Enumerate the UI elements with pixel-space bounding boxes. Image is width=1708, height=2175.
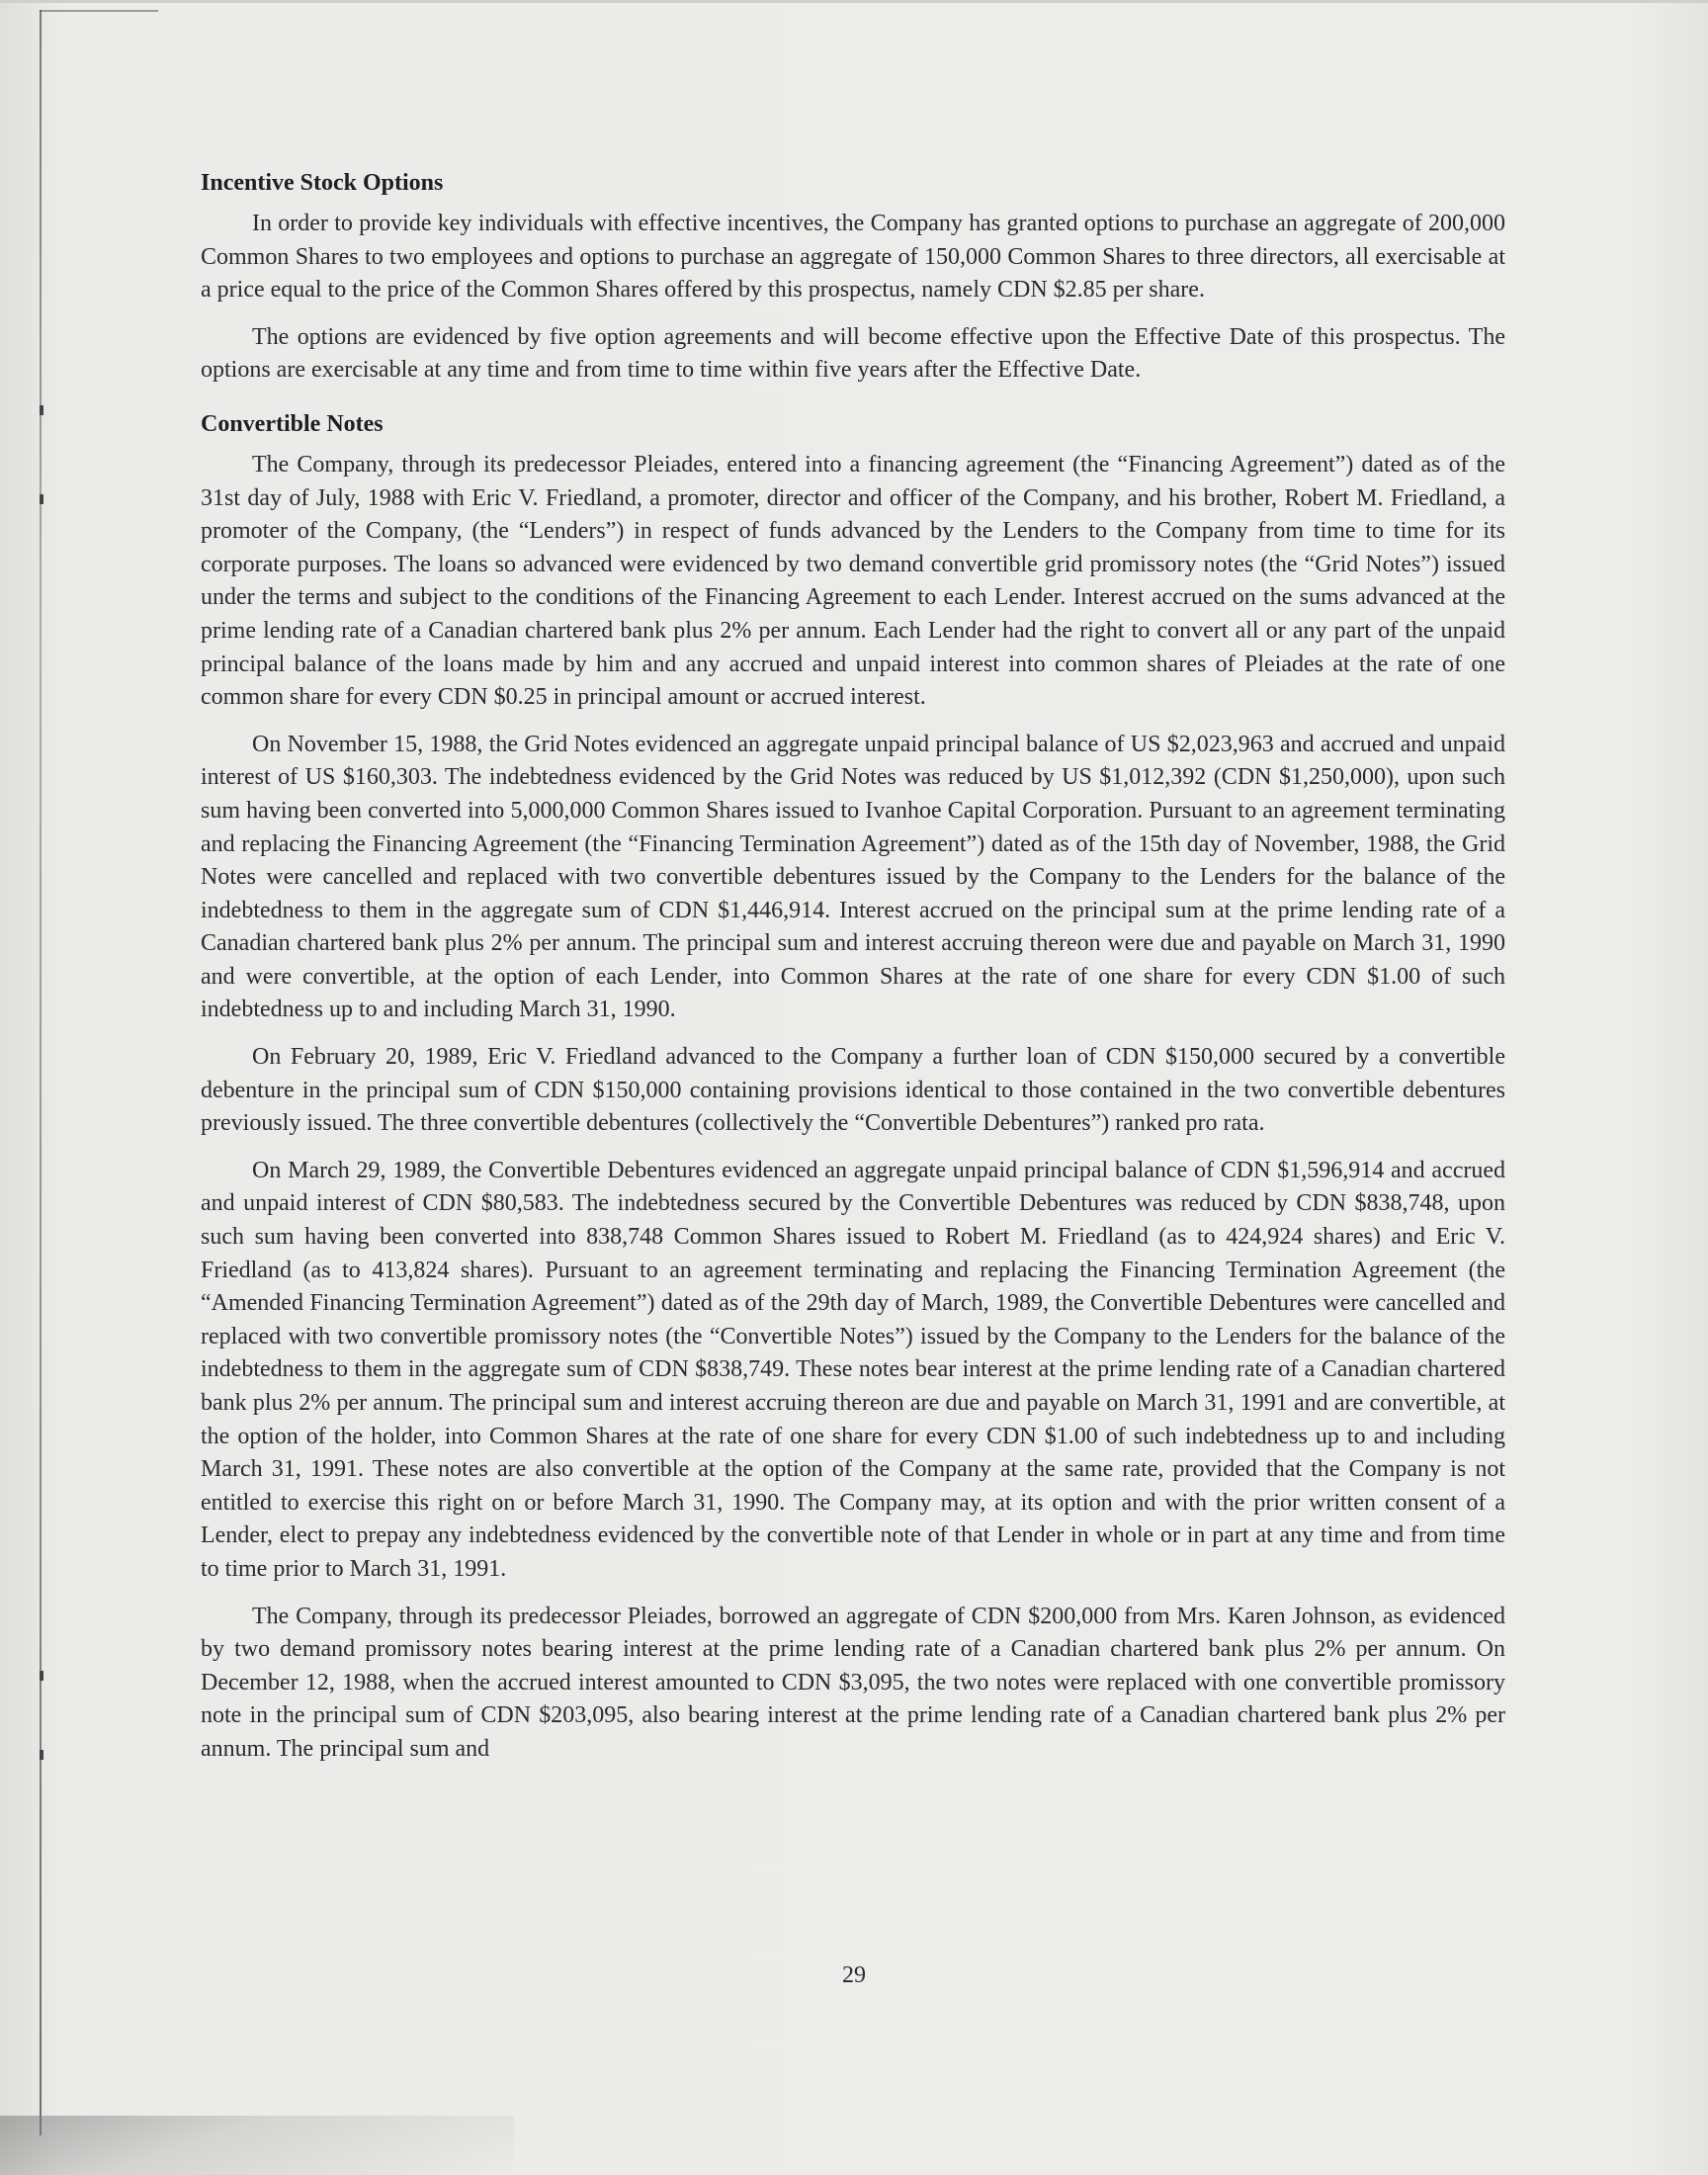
section-incentive-stock-options xyxy=(201,166,1505,388)
section-convertible-notes xyxy=(201,407,1505,1767)
page-top-edge xyxy=(0,0,1708,3)
binding-top-rule xyxy=(40,10,158,12)
paragraph: On March 29, 1989, the Convertible Debentures evidenced an aggregate unpaid principal balance of CDN $1,596,914 and accrued and unpaid interest of CDN $80,583. The indebtedness secured by the Convertible Debentures was reduced by CDN $838,748, upon such sum having been converted into 838,748 Common Shares issued to Robert M. Friedland (as to 424,924 shares) and Eric V. Friedland (as to 413,824 shares). Pursuant to an agreement terminating and replacing the Financing Termination Agreement (the “Amended Financing Termination Agreement”) dated as of the 29th day of March, 1989, the Convertible Debentures were cancelled and replaced with two convertible promissory notes (the “Convertible Notes”) issued by the Company to the Lenders for the balance of the indebtedness to them in the aggregate sum of CDN $838,749. These notes bear interest at the prime lending rate of a Canadian chartered bank plus 2% per annum. The principal sum and interest accruing thereon are due and payable on March 31, 1991 and are convertible, at the option of the holder, into Common Shares at the rate of one share for every CDN $1.00 of such indebtedness up to and including March 31, 1991. These notes are also convertible at the option of the Company at the same rate, provided that the Company is not entitled to exercise this right on or before March 31, 1990. The Company may, at its option and with the prior written consent of a Lender, elect to prepay any indebtedness evidenced by the convertible note of that Lender in whole or in part at any time and from time to time prior to March 31, 1991. xyxy=(201,1157,1505,1582)
page-content xyxy=(201,166,1505,1781)
page-number: 29 xyxy=(842,1962,866,1988)
binding-left-rule xyxy=(40,10,42,2135)
paragraph: The Company, through its predecessor Pleiades, borrowed an aggregate of CDN $200,000 from Mrs. Karen Johnson, as evidenced by two demand promissory notes bearing interest at the prime lending rate of a Canadian chartered bank plus 2% per annum. On December 12, 1988, when the accrued interest amounted to CDN $3,095, the two notes were replaced with one convertible promissory note in the principal sum of CDN $203,095, also bearing interest at the prime lending rate of a Canadian chartered bank plus 2% per annum. The principal sum and xyxy=(201,1603,1505,1762)
paragraph: The Company, through its predecessor Pleiades, entered into a financing agreement (the “Financing Agreement”) dated as of the 31st day of July, 1988 with Eric V. Friedland, a promoter, director and officer of the Company, and his brother, Robert M. Friedland, a promoter of the Company, (the “Lenders”) in respect of funds advanced by the Lenders to the Company from time to time for its corporate purposes. The loans so advanced were evidenced by two demand convertible grid promissory notes (the “Grid Notes”) issued under the terms and subject to the conditions of the Financing Agreement to each Lender. Interest accrued on the sums advanced at the prime lending rate of a Canadian chartered bank plus 2% per annum. Each Lender had the right to convert all or any part of the unpaid principal balance of the loans made by him and any accrued and unpaid interest into common shares of Pleiades at the rate of one common share for every CDN $0.25 in principal amount or accrued interest. xyxy=(201,451,1505,711)
paragraph: On November 15, 1988, the Grid Notes evidenced an aggregate unpaid principal balance of US $2,023,963 and accrued and unpaid interest of US $160,303. The indebtedness evidenced by the Grid Notes was reduced by US $1,012,392 (CDN $1,250,000), upon such sum having been converted into 5,000,000 Common Shares issued to Ivanhoe Capital Corporation. Pursuant to an agreement terminating and replacing the Financing Agreement (the “Financing Termination Agreement”) dated as of the 15th day of November, 1988, the Grid Notes were cancelled and replaced with two convertible debentures issued by the Company to the Lenders for the balance of the indebtedness to them in the aggregate sum of CDN $1,446,914. Interest accrued on the principal sum at the prime lending rate of a Canadian chartered bank plus 2% per annum. The principal sum and interest accruing thereon were due and payable on March 31, 1990 and were convertible, at the option of each Lender, into Common Shares at the rate of one share for every CDN $1.00 of such indebtedness up to and including March 31, 1990. xyxy=(201,731,1505,1023)
binding-mark xyxy=(40,405,43,415)
page-curl-shadow xyxy=(0,2116,514,2175)
paragraph: The options are evidenced by five option agreements and will become effective upon the Effective Date of this prospectus. The options are exercisable at any time and from time to time within five years after the Effective Date. xyxy=(201,323,1505,384)
section-heading: Incentive Stock Options xyxy=(201,170,444,196)
binding-mark xyxy=(40,494,43,504)
section-heading: Convertible Notes xyxy=(201,410,384,437)
paragraph: On February 20, 1989, Eric V. Friedland advanced to the Company a further loan of CDN $150,000 secured by a convertible debenture in the principal sum of CDN $150,000 containing provisions identical to those contained in the two convertible debentures previously issued. The three convertible debentures (collectively the “Convertible Debentures”) ranked pro rata. xyxy=(201,1044,1505,1137)
binding-mark xyxy=(40,1750,43,1760)
paragraph: In order to provide key individuals with effective incentives, the Company has granted options to purchase an aggregate of 200,000 Common Shares to two employees and options to purchase an aggregate of 150,000 Common Shares to three directors, all exercisable at a price equal to the price of the Common Shares offered by this prospectus, namely CDN $2.85 per share. xyxy=(201,211,1505,304)
binding-mark xyxy=(40,1671,43,1681)
